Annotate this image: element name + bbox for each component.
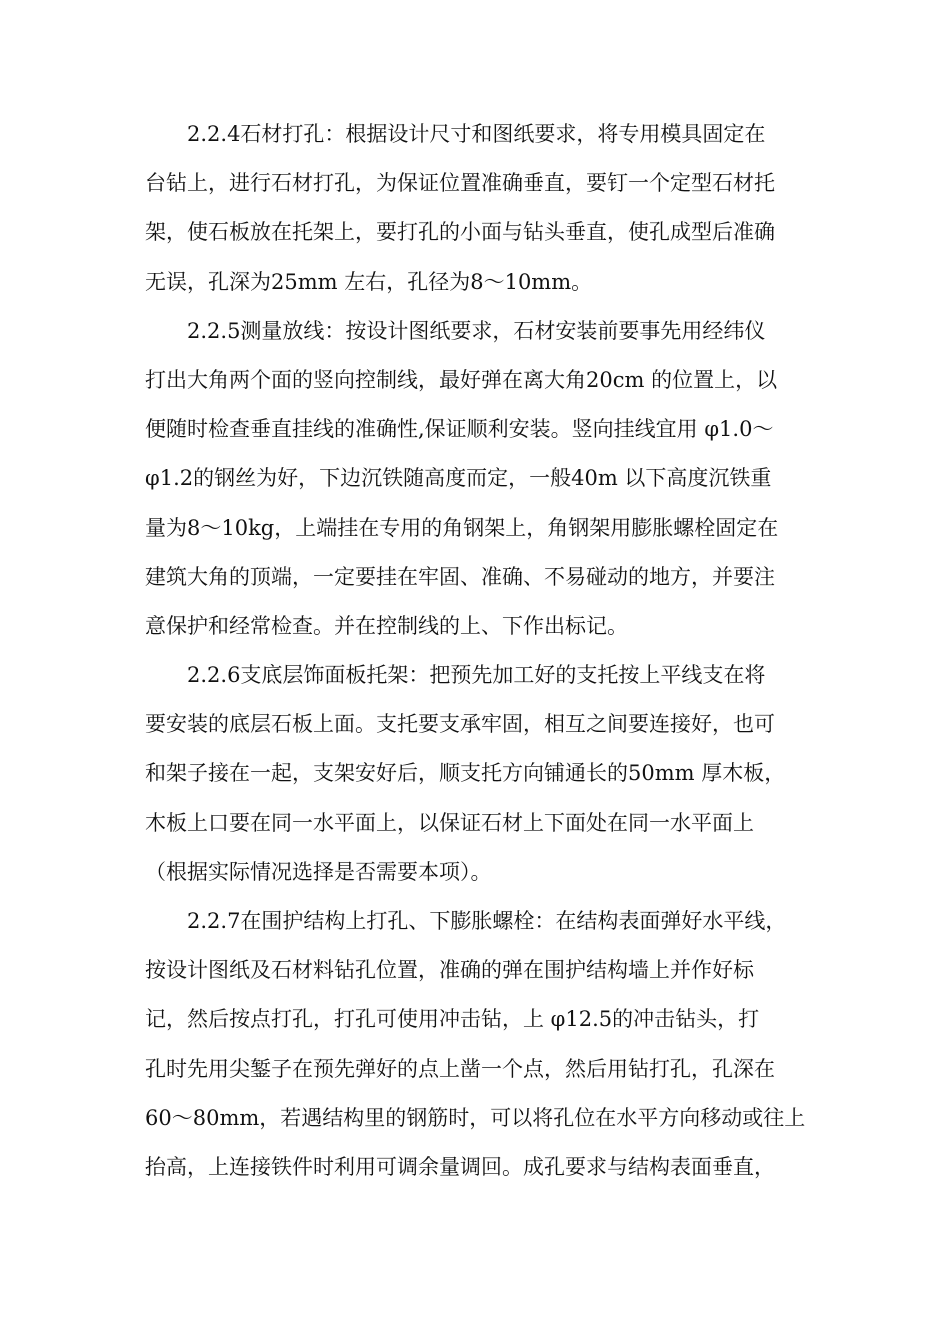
text-line: 建筑大角的顶端，一定要挂在牢固、准确、不易碰动的地方，并要注 xyxy=(145,564,775,589)
text-line: 打出大角两个面的竖向控制线，最好弹在离大角20cm 的位置上，以 xyxy=(145,367,778,392)
paragraph-first-line: 2.2.4石材打孔：根据设计尺寸和图纸要求，将专用模具固定在 xyxy=(187,122,766,146)
text-line: 要安装的底层石板上面。支托要支承牢固，相互之间要连接好，也可 xyxy=(145,712,775,737)
text-line: 架，使石板放在托架上，要打孔的小面与钻头垂直，使孔成型后准确 xyxy=(145,220,775,245)
text-line: 按设计图纸及石材料钻孔位置，准确的弹在围护结构墙上并作好标 xyxy=(145,958,754,983)
paragraph-first-line: 2.2.5测量放线：按设计图纸要求，石材安装前要事先用经纬仪 xyxy=(187,318,766,343)
text-line: 便随时检查垂直挂线的准确性,保证顺利安装。竖向挂线宜用 φ1.0～ xyxy=(145,417,774,442)
text-line: 意保护和经常检查。并在控制线的上、下作出标记。 xyxy=(145,613,628,638)
text-line: 60～80mm，若遇结构里的钢筋时，可以将孔位在水平方向移动或往上 xyxy=(145,1105,806,1130)
text-line: 记，然后按点打孔，打孔可使用冲击钻，上 φ12.5的冲击钻头，打 xyxy=(145,1007,760,1032)
text-line: 抬高，上连接铁件时利用可调余量调回。成孔要求与结构表面垂直， xyxy=(145,1154,775,1179)
paragraph-first-line: 2.2.6支底层饰面板托架：把预先加工好的支托按上平线支在将 xyxy=(187,663,766,688)
text-line: 孔时先用尖錾子在预先弹好的点上凿一个点，然后用钻打孔，孔深在 xyxy=(145,1056,775,1081)
paragraph-first-line: 2.2.7在围护结构上打孔、下膨胀螺栓：在结构表面弹好水平线， xyxy=(187,909,787,933)
text-line: 无误，孔深为25mm 左右，孔径为8～10mm。 xyxy=(145,269,593,294)
text-line: 量为8～10kg，上端挂在专用的角钢架上，角钢架用膨胀螺栓固定在 xyxy=(145,515,779,540)
text-line: 台钻上，进行石材打孔，为保证位置准确垂直，要钉一个定型石材托 xyxy=(145,171,775,196)
document-body xyxy=(145,110,810,1192)
text-line: （根据实际情况选择是否需要本项）。 xyxy=(145,859,492,884)
text-line: 和架子接在一起，支架安好后，顺支托方向铺通长的50mm 厚木板， xyxy=(145,761,786,786)
text-line: φ1.2的钢丝为好，下边沉铁随高度而定，一般40m 以下高度沉铁重 xyxy=(145,466,772,491)
text-line: 木板上口要在同一水平面上，以保证石材上下面处在同一水平面上 xyxy=(145,810,754,835)
